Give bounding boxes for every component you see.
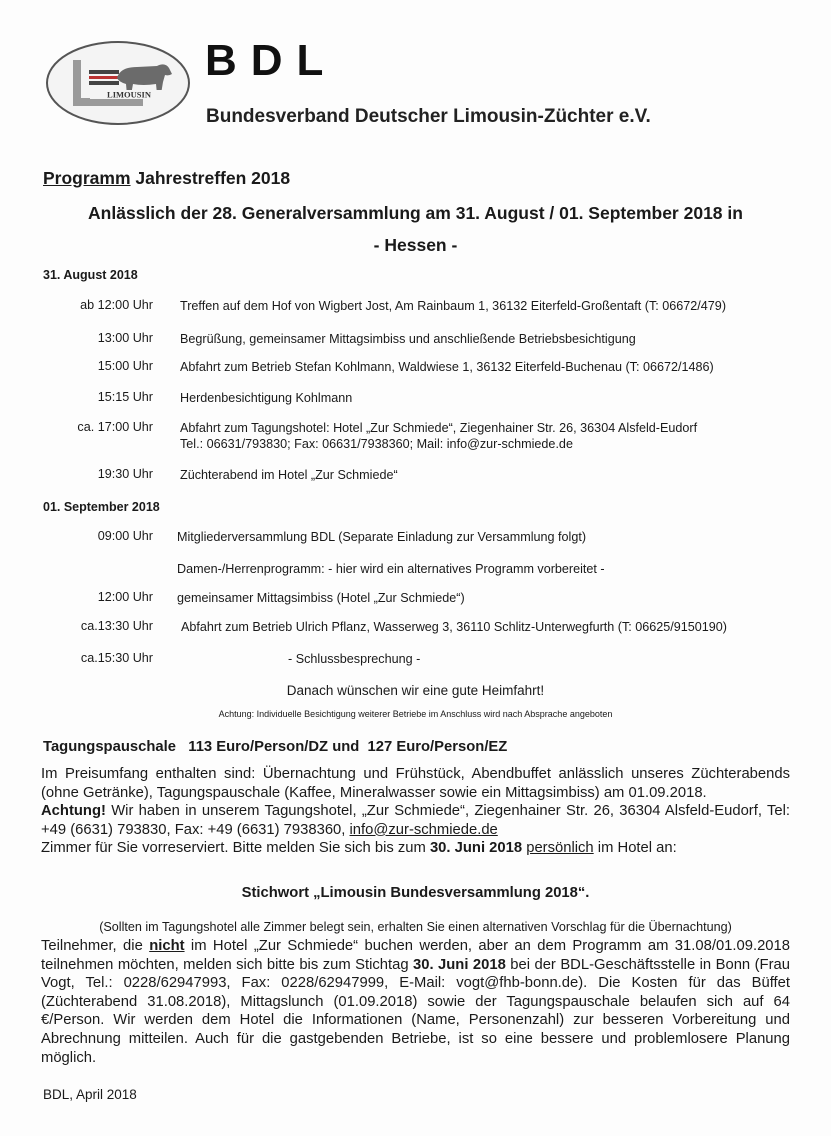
schedule-time: ab 12:00 Uhr — [80, 298, 153, 312]
schedule-text: Begrüßung, gemeinsamer Mittagsimbiss und anschließende Betriebsbesichtigung — [180, 332, 636, 346]
program-heading — [43, 168, 290, 189]
farewell-text: Danach wünschen wir eine gute Heimfahrt! — [286, 683, 545, 698]
day2-label: 01. September 2018 — [43, 500, 160, 514]
deadline-2: 30. Juni 2018 — [413, 956, 506, 973]
alternative-hint: (Sollten im Tagungshotel alle Zimmer belegt sein, erhalten Sie einen alternativen Vorschlag für die Übernachtung) — [99, 920, 732, 934]
schedule-time: 12:00 Uhr — [97, 590, 153, 604]
schedule-text: Treffen auf dem Hof von Wigbert Jost, Am Rainbaum 1, 36132 Eiterfeld-Großentaft (T: 06672/479) — [180, 299, 727, 313]
keyword-line: Stichwort „Limousin Bundesversammlung 2018“. — [241, 885, 590, 901]
schedule-text: Mitgliederversammlung BDL (Separate Einladung zur Versammlung folgt) — [177, 530, 587, 544]
program-word: Programm — [43, 168, 131, 188]
signature: BDL, April 2018 — [43, 1087, 137, 1102]
included-text: Im Preisumfang enthalten sind: Übernachtung und Frühstück, Abendbuffet anlässlich unseres Züchterabends (ohne Getränke), Tagungspauschale (Kaffee, Mineralwasser sowie ein Mittagsimbiss) am 01.09.2018. — [41, 766, 790, 801]
schedule-time: 13:00 Uhr — [97, 331, 153, 345]
schedule-time: 15:15 Uhr — [97, 390, 153, 404]
pricing-line — [43, 739, 507, 755]
deadline: 30. Juni 2018 — [429, 840, 523, 857]
reservation-text: Zimmer für Sie vorreserviert. Bitte melden Sie sich bis zum — [41, 840, 430, 857]
pricing-ez: 127 Euro/Person/EZ — [367, 739, 508, 755]
included-paragraph — [41, 765, 790, 858]
bdl-logo — [45, 40, 191, 126]
reservation-end: im Hotel an: — [593, 840, 677, 857]
schedule-text: gemeinsamer Mittagsimbiss (Hotel „Zur Schmiede“) — [177, 591, 465, 605]
schedule-time: ca. 17:00 Uhr — [77, 420, 153, 434]
schedule-text: Abfahrt zum Betrieb Stefan Kohlmann, Waldwiese 1, 36132 Eiterfeld-Buchenau (T: 06672/1486) — [180, 360, 714, 374]
personal-text: persönlich — [526, 840, 594, 857]
program-rest: Jahrestreffen 2018 — [130, 168, 291, 188]
schedule-time: ca.15:30 Uhr — [80, 651, 153, 665]
brand-title: BDL — [205, 36, 338, 85]
schedule-time: 09:00 Uhr — [97, 529, 153, 543]
logo-text: LIMOUSIN — [107, 89, 151, 100]
schedule-time: ca.13:30 Uhr — [80, 619, 153, 633]
hotel-email-link[interactable]: info@zur-schmiede.de — [349, 821, 498, 838]
participants-text-1: Teilnehmer, die — [41, 938, 150, 954]
achtung-text: Wir haben in unserem Tagungshotel, „Zur Schmiede“, Ziegenhainer Str. 26, 36304 Alsfeld-Eudorf, Tel: +49 (6631) 793830, Fax: +49 (6631) 7938360, — [41, 803, 790, 838]
schedule-text: Abfahrt zum Betrieb Ulrich Pflanz, Wasserweg 3, 36110 Schlitz-Unterwegfurth (T: 06625/9150190) — [181, 620, 727, 634]
schedule-time: 15:00 Uhr — [97, 359, 153, 373]
participants-paragraph — [41, 937, 790, 1067]
region-heading: - Hessen - — [373, 235, 458, 255]
nicht-word: nicht — [149, 938, 185, 954]
schedule-text: Herdenbesichtigung Kohlmann — [180, 391, 353, 405]
schedule-text-line2: Tel.: 06631/793830; Fax: 06631/7938360; Mail: info@zur-schmiede.de — [180, 437, 573, 451]
participants-text-3: bei der BDL-Geschäftsstelle in Bonn (Frau Vogt, Tel.: 0228/62947993, Fax: 0228/62947999, E-Mail: vogt@fhb-bonn.de). Die Kosten für das Büffet (Züchterabend 31.08.2018), Mittagslunch (01.09.2018) sowie der Tagungspauschale belaufen sich auf 64 €/Person. Wir werden dem Hotel die Informationen (Name, Personenzahl) zur besseren Vorbereitung und Abrechnung mitteilen. Auch für die gastgebenden Betriebe, ist so eine bessere und problemlosere Planung möglich. — [41, 956, 790, 1066]
schedule-text: - Schlussbesprechung - — [288, 652, 421, 666]
schedule-text: Abfahrt zum Tagungshotel: Hotel „Zur Schmiede“, Ziegenhainer Str. 26, 36304 Alsfeld-Eudorf — [180, 421, 698, 435]
notice-text: Achtung: Individuelle Besichtigung weiterer Betriebe im Anschluss wird nach Absprache angeboten — [218, 709, 613, 719]
schedule-time: 19:30 Uhr — [97, 467, 153, 481]
schedule-text: Züchterabend im Hotel „Zur Schmiede“ — [180, 468, 398, 482]
organization-name: Bundesverband Deutscher Limousin-Züchter e.V. — [206, 106, 651, 127]
day1-label: 31. August 2018 — [43, 268, 138, 282]
participants-text-2: im Hotel „Zur Schmiede“ buchen werden, aber an dem Programm am 31.08/01.09.2018 teilnehmen möchten, melden sich bitte bis zum Stichtag — [41, 938, 790, 973]
occasion-heading: Anlässlich der 28. Generalversammlung am 31. August / 01. September 2018 in — [88, 203, 743, 223]
pricing-label: Tagungspauschale — [43, 739, 176, 755]
achtung-label: Achtung! — [41, 803, 106, 820]
schedule-text: Damen-/Herrenprogramm: - hier wird ein alternatives Programm vorbereitet - — [177, 562, 605, 576]
pricing-dz: 113 Euro/Person/DZ und — [188, 739, 360, 755]
